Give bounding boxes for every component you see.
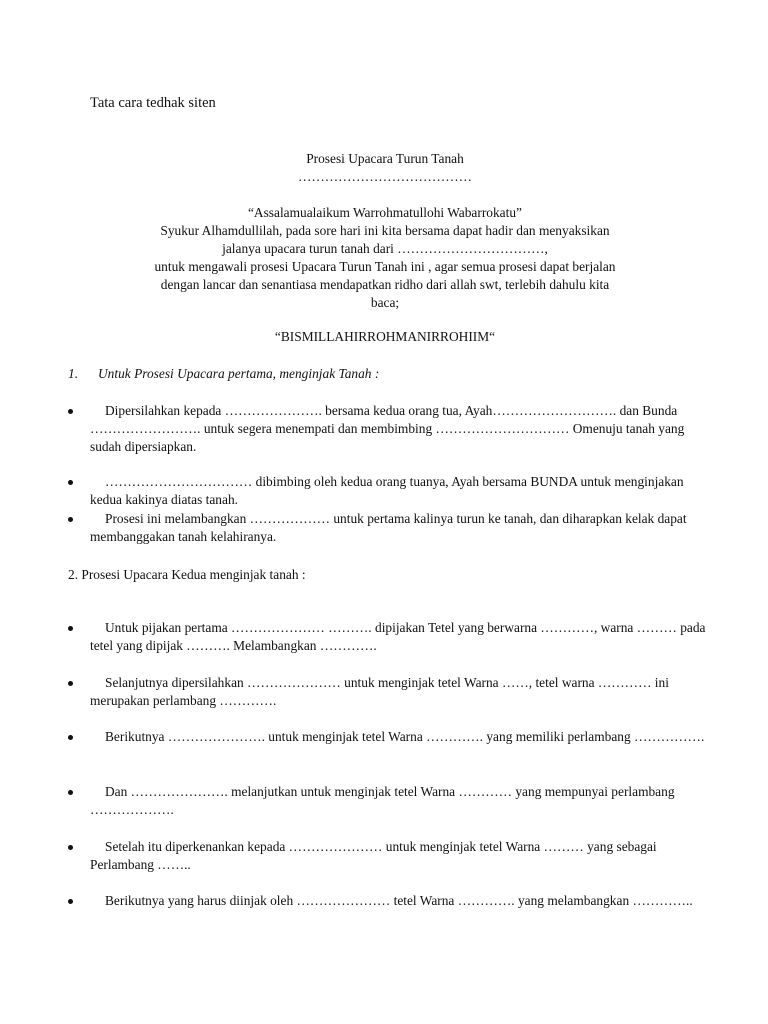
section-subtitle: Prosesi Upacara Turun Tanah <box>306 151 464 166</box>
bullet-icon <box>68 626 73 631</box>
document-title: Tata cara tedhak siten <box>90 95 216 111</box>
list-item-text: Setelah itu diperkenankan kepada ………………… untuk menginjak tetel Warna ……… yang sebagai Perlambang …….. <box>90 839 657 872</box>
bullet-icon <box>68 681 73 686</box>
list-item-text: Untuk pijakan pertama ………………… ………. dipijakan Tetel yang berwarna …………, warna ……… pada tetel yang dipijak ………. Melambangkan …………. <box>90 620 706 653</box>
section1-heading <box>68 365 379 383</box>
intro-line: baca; <box>370 295 400 310</box>
list-item-text: Berikutnya yang harus diinjak oleh ………………… tetel Warna …………. yang melambangkan ………….. <box>105 893 693 908</box>
greeting: “Assalamualaikum Warrohmatullohi Wabarrokatu” <box>247 205 522 220</box>
list-item-text: Berikutnya …………………. untuk menginjak tetel Warna …………. yang memiliki perlambang ……………. <box>105 729 705 744</box>
bullet-icon <box>68 845 73 850</box>
list-item <box>68 619 708 655</box>
list-item <box>68 402 708 456</box>
bullet-icon <box>68 517 73 522</box>
section2-heading: 2. Prosesi Upacara Kedua menginjak tanah : <box>68 567 306 582</box>
list-item-text: Dan …………………. melanjutkan untuk menginjak tetel Warna ………… yang mempunyai perlambang ………………. <box>90 784 675 817</box>
list-item <box>68 674 708 710</box>
list-item <box>68 892 708 910</box>
bullet-icon <box>68 899 73 904</box>
section1-number: 1. <box>68 366 79 381</box>
list-item-text: Prosesi ini melambangkan ……………… untuk pertama kalinya turun ke tanah, dan diharapkan kelak dapat membanggakan tanah kelahiranya. <box>90 511 687 544</box>
bullet-icon <box>68 790 73 795</box>
bullet-icon <box>68 480 73 485</box>
bullet-icon <box>68 735 73 740</box>
list-item-text: Selanjutnya dipersilahkan ………………… untuk menginjak tetel Warna ……, tetel warna ………… ini merupakan perlambang …………. <box>90 675 669 708</box>
section1-heading-text: Untuk Prosesi Upacara pertama, menginjak Tanah : <box>98 366 380 381</box>
list-item-text: …………………………… dibimbing oleh kedua orang tuanya, Ayah bersama BUNDA untuk menginjakan kedua kakinya diatas tanah. <box>90 474 684 507</box>
intro-line: jalanya upacara turun tanah dari ……………………………, <box>222 241 548 256</box>
bullet-icon <box>68 409 73 414</box>
list-item <box>68 783 708 819</box>
list-item <box>68 510 708 546</box>
subtitle-dots: ………………………………… <box>297 169 473 184</box>
bismillah: “BISMILLAHIRROHMANIRROHIIM“ <box>274 329 496 344</box>
list-item <box>68 728 708 746</box>
list-item <box>68 838 708 874</box>
intro-line: dengan lancar dan senantiasa mendapatkan ridho dari allah swt, terlebih dahulu kita <box>160 277 610 292</box>
list-item <box>68 473 708 509</box>
intro-line: untuk mengawali prosesi Upacara Turun Tanah ini , agar semua prosesi dapat berjalan <box>154 259 616 274</box>
intro-line: Syukur Alhamdullilah, pada sore hari ini kita bersama dapat hadir dan menyaksikan <box>160 223 610 238</box>
list-item-text: Dipersilahkan kepada …………………. bersama kedua orang tua, Ayah………………………. dan Bunda ……………………. untuk segera menempati dan membimbing ………………………… Omenuju tanah yang sudah dipersiapkan. <box>90 403 685 454</box>
